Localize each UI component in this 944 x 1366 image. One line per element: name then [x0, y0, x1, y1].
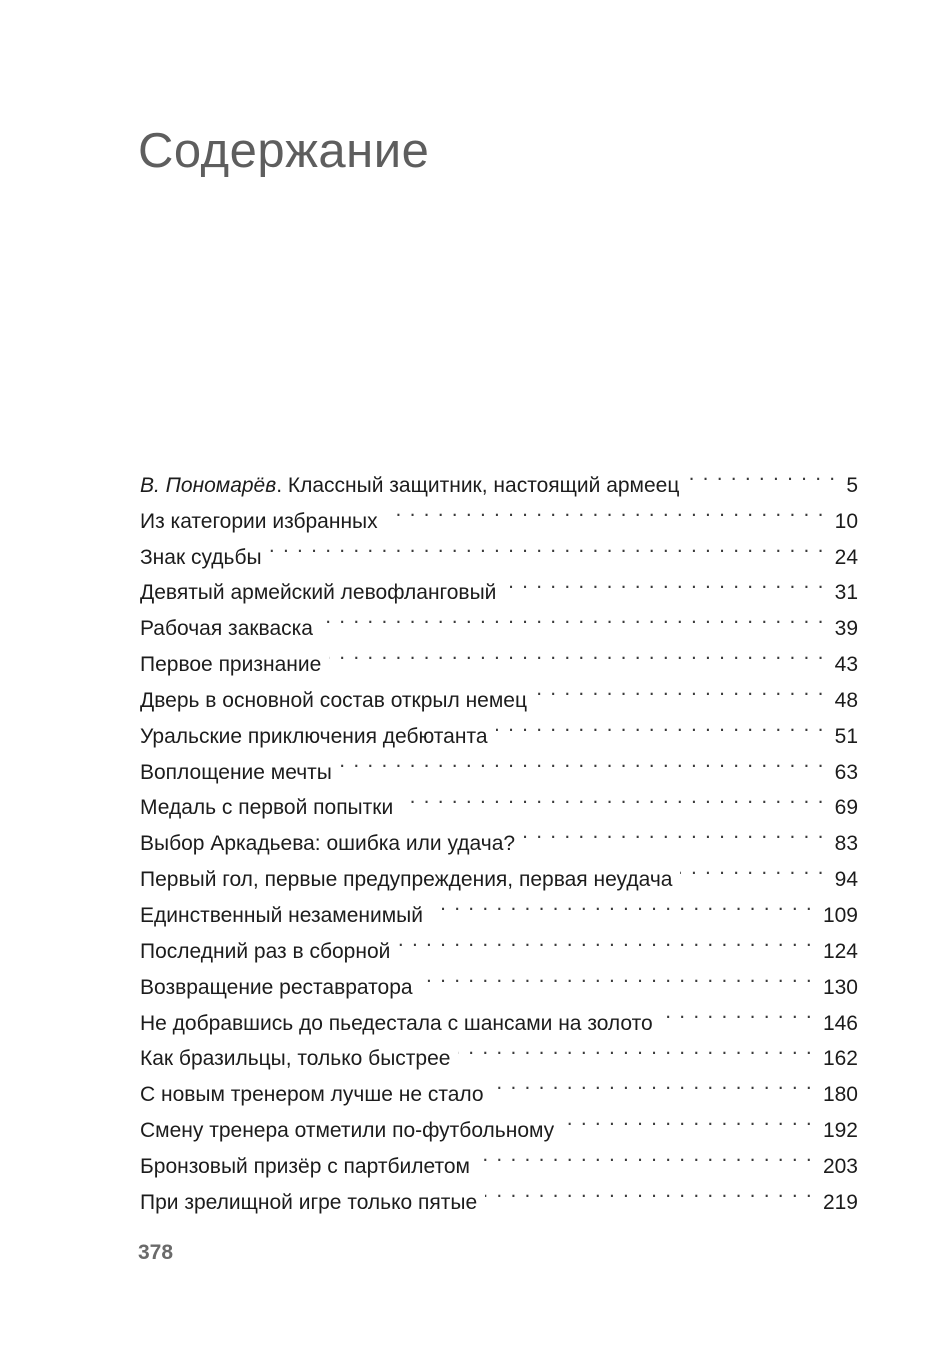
table-of-contents	[140, 456, 858, 1214]
toc-entry-title: Смену тренера отметили по-футбольному	[140, 1119, 555, 1143]
toc-entry-page: 83	[834, 832, 858, 856]
toc-entry-page: 24	[834, 545, 858, 569]
toc-entry-title: Девятый армейский левофланговый	[140, 581, 497, 605]
toc-entry-title: Первый гол, первые предупреждения, первая неудача	[140, 868, 673, 892]
dot-leader	[421, 958, 813, 994]
toc-entry-title: Выбор Аркадьева: ошибка или удача?	[140, 832, 516, 856]
dot-leader	[492, 1065, 813, 1101]
toc-entry-page: 162	[822, 1047, 858, 1071]
toc-entry-title: Как бразильцы, только быстрее	[140, 1047, 451, 1071]
dot-leader	[321, 599, 825, 635]
toc-entry-title: Из категории избранных	[140, 509, 378, 533]
dot-leader	[496, 707, 825, 743]
toc-entry-page: 63	[834, 760, 858, 784]
toc-entry-title: Дверь в основной состав открыл немец	[140, 688, 527, 712]
dot-leader	[562, 1101, 813, 1137]
dot-leader	[523, 814, 825, 850]
toc-entry	[140, 456, 858, 497]
toc-entry-page: 39	[834, 617, 858, 641]
toc-entry-title: В. Пономарёв. Классный защитник, настоящий армеец	[140, 473, 680, 497]
toc-entry-page: 5	[846, 473, 858, 497]
toc-entry-page: 43	[834, 653, 858, 677]
dot-leader	[478, 1137, 813, 1173]
dot-leader	[329, 635, 824, 671]
dot-leader	[431, 886, 813, 922]
toc-entry-page: 203	[822, 1154, 858, 1178]
toc-entry-page: 180	[822, 1083, 858, 1107]
toc-entry-page: 94	[834, 868, 858, 892]
toc-entry-page: 69	[834, 796, 858, 820]
toc-entry-title: Медаль с первой попытки	[140, 796, 394, 820]
toc-entry-page: 146	[822, 1011, 858, 1035]
dot-leader	[458, 1030, 813, 1066]
toc-entry-page: 31	[834, 581, 858, 605]
toc-entry-page: 192	[822, 1119, 858, 1143]
toc-entry-title: Знак судьбы	[140, 545, 262, 569]
page-number: 378	[138, 1241, 174, 1264]
toc-entry-page: 130	[822, 975, 858, 999]
toc-entry-page: 109	[822, 903, 858, 927]
dot-leader	[680, 850, 824, 886]
dot-leader	[687, 456, 836, 492]
toc-entry-title: При зрелищной игре только пятые	[140, 1190, 478, 1214]
toc-entry-title: Возвращение реставратора	[140, 975, 413, 999]
dot-leader	[386, 492, 825, 528]
toc-entry-title: Единственный незаменимый	[140, 903, 423, 927]
dot-leader	[401, 779, 824, 815]
toc-entry-title: Уральские приключения дебютанта	[140, 724, 488, 748]
toc-entry-title: Первое признание	[140, 653, 322, 677]
dot-leader	[535, 671, 825, 707]
dot-leader	[270, 528, 825, 564]
toc-entry-title: Бронзовый призёр с партбилетом	[140, 1154, 470, 1178]
dot-leader	[485, 1173, 813, 1209]
dot-leader	[398, 922, 813, 958]
toc-entry-page: 10	[834, 509, 858, 533]
dot-leader	[504, 564, 824, 600]
toc-entry-title: С новым тренером лучше не стало	[140, 1083, 484, 1107]
toc-entry-title: Воплощение мечты	[140, 760, 332, 784]
toc-entry-title: Рабочая закваска	[140, 617, 313, 641]
toc-entry-title: Последний раз в сборной	[140, 939, 391, 963]
toc-entry-page: 219	[822, 1190, 858, 1214]
toc-entry-page: 124	[822, 939, 858, 963]
dot-leader	[340, 743, 825, 779]
toc-entry-author: В. Пономарёв	[140, 473, 277, 497]
dot-leader	[661, 994, 813, 1030]
toc-entry-page: 51	[834, 724, 858, 748]
toc-entry-page: 48	[834, 688, 858, 712]
toc-entry-title: Не добравшись до пьедестала с шансами на золото	[140, 1011, 653, 1035]
page-title: Содержание	[138, 124, 430, 178]
